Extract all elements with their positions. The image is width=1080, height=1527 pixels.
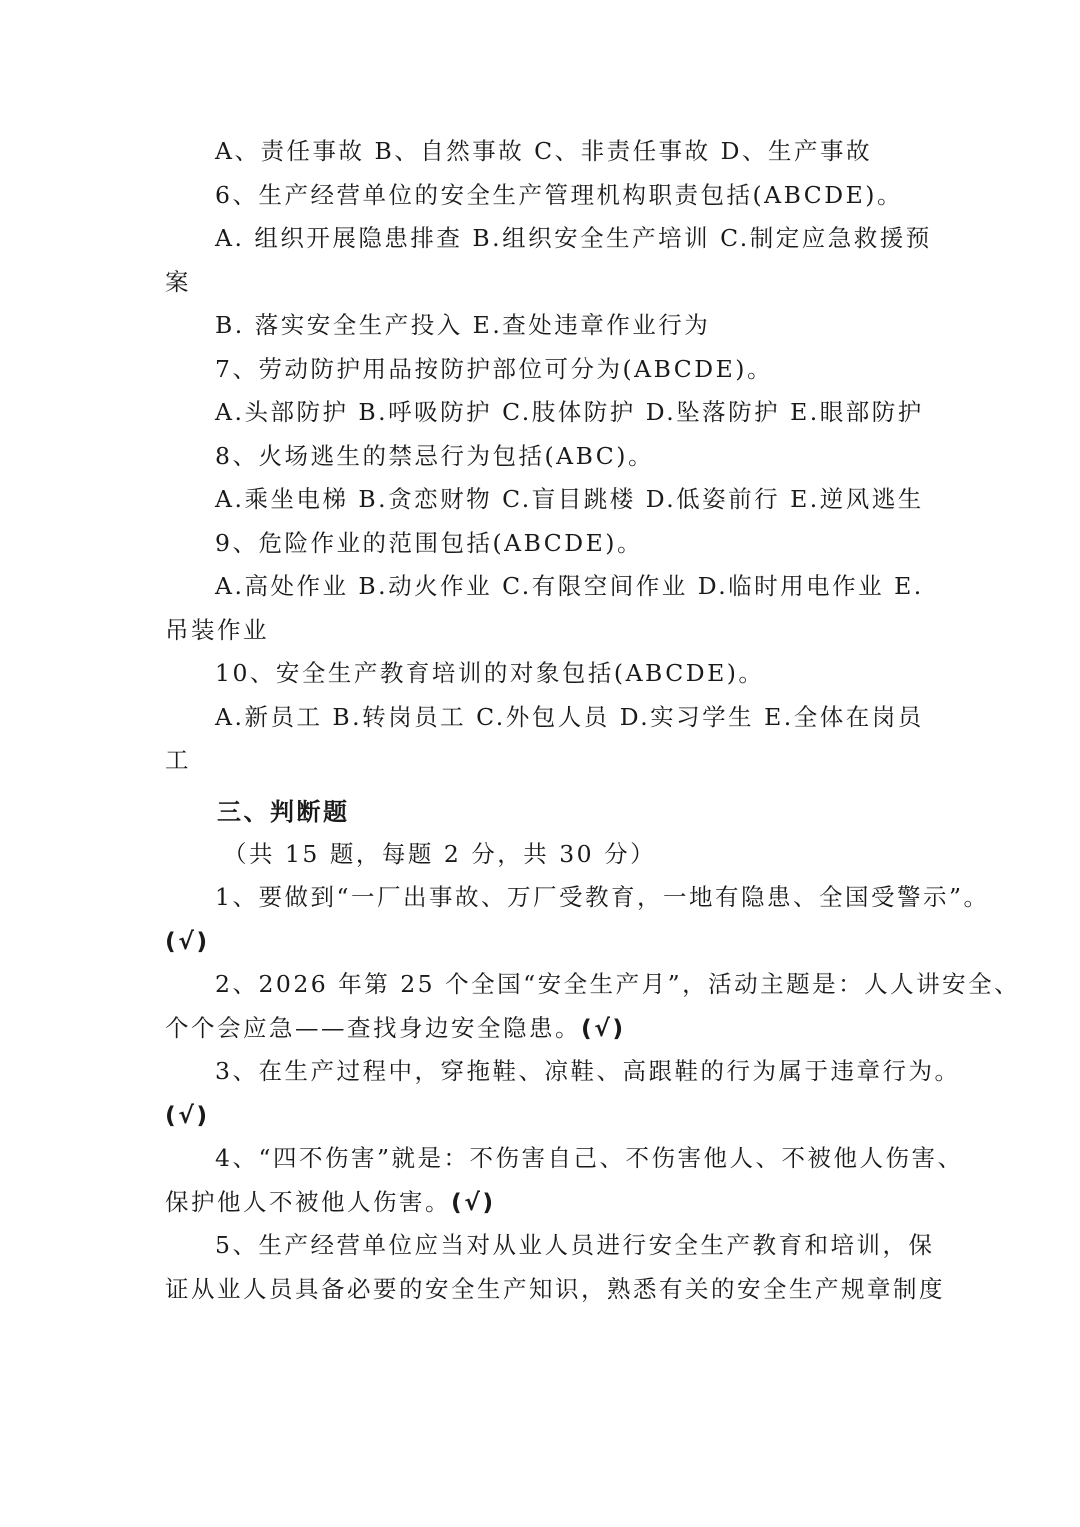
question-6-options-line-2: 案 — [165, 267, 191, 296]
question-7: 7、劳动防护用品按防护部位可分为(ABCDE)。 — [215, 354, 773, 383]
question-9: 9、危险作业的范围包括(ABCDE)。 — [215, 528, 643, 557]
judgement-5-line-1: 5、生产经营单位应当对从业人员进行安全生产教育和培训，保 — [215, 1231, 935, 1259]
question-6-options-line-1: A. 组织开展隐患排查 B.组织安全生产培训 C.制定应急救援预 — [215, 224, 932, 252]
judgement-2-answer: (√) — [581, 1013, 626, 1042]
question-10-options-line-1: A.新员工 B.转岗员工 C.外包人员 D.实习学生 E.全体在岗员 — [215, 702, 924, 731]
judgement-4-line-1: 4、“四不伤害”就是：不伤害自己、不伤害他人、不被他人伤害、 — [215, 1144, 964, 1172]
document-body — [165, 130, 1021, 1311]
question-9-options-line-2: 吊装作业 — [165, 615, 269, 644]
judgement-3-line-1: 3、在生产过程中，穿拖鞋、凉鞋、高跟鞋的行为属于违章行为。 — [215, 1057, 961, 1085]
question-10: 10、安全生产教育培训的对象包括(ABCDE)。 — [215, 659, 765, 687]
section-score: （共 15 题，每题 2 分，共 30 分） — [223, 839, 657, 868]
judgement-3-answer: (√) — [165, 1100, 210, 1129]
question-10-options-line-2: 工 — [165, 746, 191, 774]
judgement-2-line-1: 2、2026 年第 25 个全国“安全生产月”，活动主题是：人人讲安全、 — [215, 970, 1021, 998]
judgement-4-line-2 — [165, 1181, 917, 1225]
section-title: 三、判断题 — [217, 797, 350, 826]
question-9-options-line-1: A.高处作业 B.动火作业 C.有限空间作业 D.临时用电作业 E. — [215, 572, 924, 600]
judgement-4-answer: (√) — [451, 1187, 496, 1216]
judgement-1-line-1: 1、要做到“一厂出事故、万厂受教育，一地有隐患、全国受警示”。 — [215, 883, 990, 911]
judgement-4-text: 保护他人不被他人伤害。 — [165, 1187, 451, 1216]
judgement-1-answer: (√) — [165, 926, 210, 955]
question-7-options: A.头部防护 B.呼吸防护 C.肢体防护 D.坠落防护 E.眼部防护 — [215, 398, 924, 426]
question-5-options: A、责任事故 B、自然事故 C、非责任事故 D、生产事故 — [215, 137, 872, 165]
judgement-2-line-2 — [165, 1007, 917, 1051]
judgement-2-text: 个个会应急——查找身边安全隐患。 — [165, 1013, 581, 1042]
question-6: 6、生产经营单位的安全生产管理机构职责包括(ABCDE)。 — [215, 180, 903, 209]
question-8-options: A.乘坐电梯 B.贪恋财物 C.盲目跳楼 D.低姿前行 E.逆风逃生 — [215, 485, 924, 513]
judgement-5-line-2: 证从业人员具备必要的安全生产知识，熟悉有关的安全生产规章制度 — [165, 1274, 945, 1303]
question-8: 8、火场逃生的禁忌行为包括(ABC)。 — [215, 441, 654, 470]
question-6-options-line-3: B. 落实安全生产投入 E.查处违章作业行为 — [215, 311, 711, 339]
